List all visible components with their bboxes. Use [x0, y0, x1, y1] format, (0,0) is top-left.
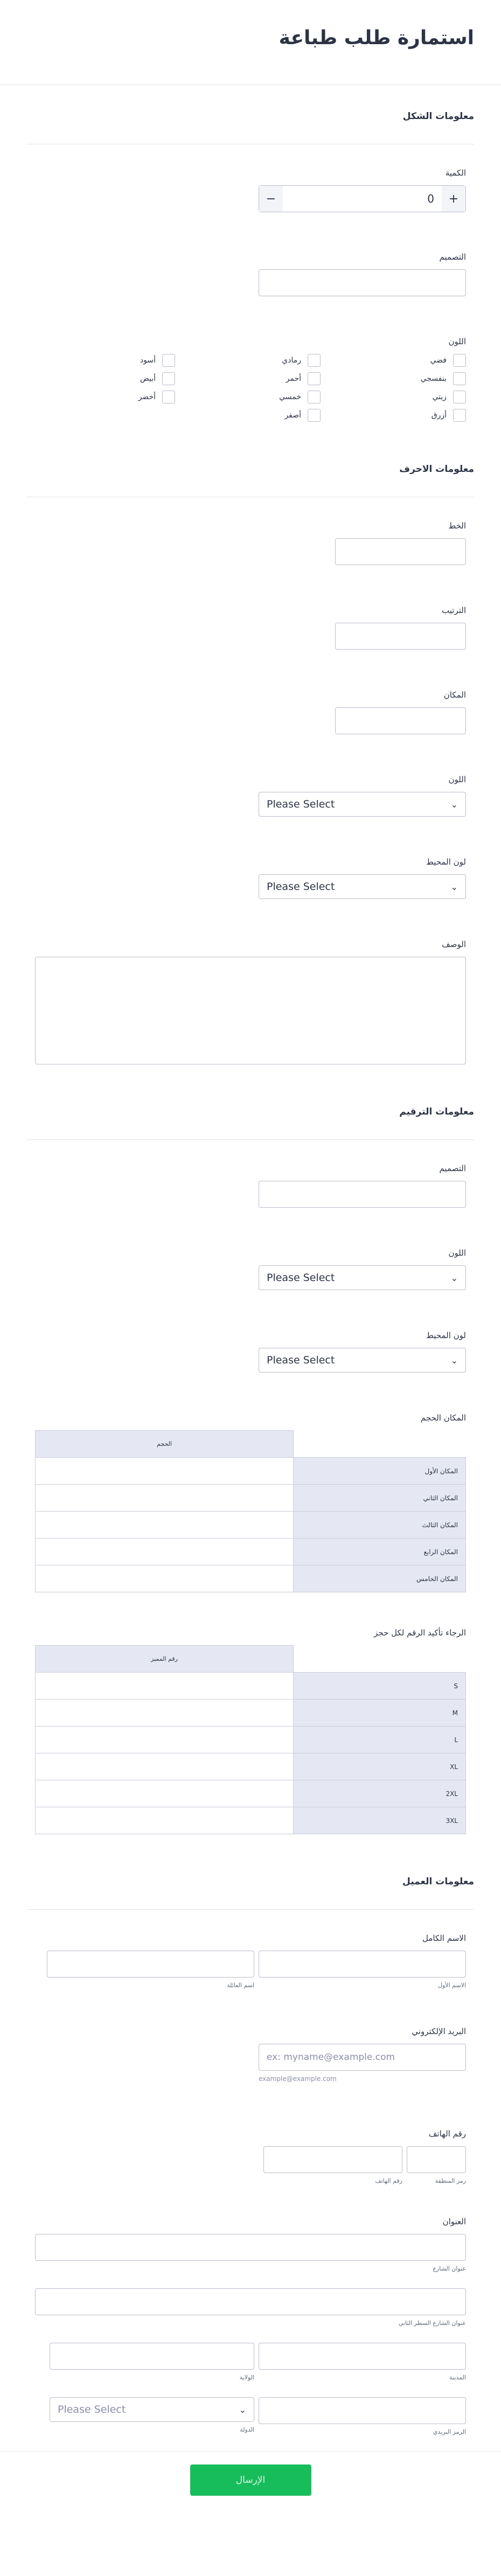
- quantity-label: الكمية: [445, 168, 466, 178]
- row-header: المكان الرابع: [294, 1538, 466, 1565]
- color-label: اللون: [448, 337, 466, 346]
- letters-outline-field: [0, 857, 501, 899]
- email-input[interactable]: [259, 2044, 466, 2071]
- select-value: Please Select: [267, 1354, 335, 1366]
- chevron-down-icon: ⌄: [450, 799, 458, 810]
- design-input[interactable]: [259, 269, 466, 296]
- decrement-button[interactable]: −: [259, 186, 283, 212]
- confirm-table-label: الرجاء تأكيد الرقم لكل حجز: [374, 1628, 466, 1638]
- full-name-field: [0, 1933, 501, 1989]
- color-option[interactable]: بنفسجي: [321, 372, 466, 385]
- table-cell[interactable]: [36, 1700, 294, 1726]
- checkbox[interactable]: [162, 372, 175, 385]
- row-header: المكان الثاني: [294, 1485, 466, 1512]
- numbering-outline-field: [0, 1331, 501, 1373]
- font-label: الخط: [448, 521, 466, 531]
- row-header: L: [294, 1726, 466, 1753]
- checkbox[interactable]: [308, 409, 321, 422]
- chevron-down-icon: ⌄: [450, 1355, 458, 1366]
- increment-button[interactable]: +: [442, 186, 465, 212]
- table-corner: [294, 1646, 466, 1673]
- select-value: Please Select: [267, 798, 335, 810]
- size-table-label: المكان الحجم: [420, 1413, 466, 1423]
- form-title: استمارة طلب طباعة: [279, 27, 474, 49]
- row-header: 3XL: [294, 1807, 466, 1834]
- size-table-field: [0, 1413, 501, 1592]
- table-row: [36, 1780, 466, 1807]
- color-option[interactable]: فضي: [321, 354, 466, 367]
- country-select[interactable]: [50, 2397, 254, 2422]
- phone-field: [0, 2129, 501, 2184]
- description-field: [0, 939, 501, 1064]
- place-field: [0, 690, 501, 734]
- size-table: [35, 1430, 466, 1592]
- area-code-sublabel: رمز المنطقة: [435, 2177, 466, 2184]
- table-cell[interactable]: [36, 1458, 294, 1485]
- numbering-color-label: اللون: [448, 1248, 466, 1258]
- order-input[interactable]: [335, 623, 466, 650]
- numbering-design-field: [0, 1164, 501, 1208]
- section-title-shape: معلومات الشكل: [27, 85, 474, 144]
- select-value: Please Select: [58, 2404, 126, 2415]
- street-input[interactable]: [35, 2234, 466, 2261]
- table-row: [36, 1538, 466, 1565]
- color-option[interactable]: أزرق: [321, 409, 466, 422]
- state-input[interactable]: [50, 2343, 254, 2370]
- full-name-label: الاسم الكامل: [422, 1933, 466, 1943]
- color-options: [0, 354, 501, 422]
- form-header: [0, 0, 501, 85]
- email-field: [0, 2027, 501, 2083]
- order-label: الترتيب: [442, 605, 466, 615]
- confirm-table-field: [0, 1628, 501, 1834]
- letters-outline-label: لون المحيط: [426, 857, 466, 867]
- color-option[interactable]: خمسي: [175, 391, 321, 403]
- design-label: التصميم: [439, 252, 466, 262]
- table-cell[interactable]: [36, 1807, 294, 1834]
- description-label: الوصف: [442, 939, 466, 949]
- table-row: [36, 1753, 466, 1780]
- table-cell[interactable]: [36, 1538, 294, 1565]
- numbering-design-input[interactable]: [259, 1181, 466, 1208]
- checkbox[interactable]: [453, 391, 466, 403]
- submit-button[interactable]: الإرسال: [190, 2464, 311, 2496]
- checkbox[interactable]: [162, 354, 175, 367]
- email-placeholder: ex: myname@example.com: [267, 2052, 395, 2063]
- phone-number-input[interactable]: [263, 2146, 402, 2173]
- street-sublabel: عنوان الشارع: [433, 2265, 466, 2272]
- street2-input[interactable]: [35, 2288, 466, 2315]
- table-cell[interactable]: [36, 1565, 294, 1592]
- confirm-table: [35, 1645, 466, 1834]
- checkbox[interactable]: [308, 372, 321, 385]
- checkbox[interactable]: [453, 372, 466, 385]
- description-textarea[interactable]: [35, 957, 466, 1064]
- table-row: [36, 1512, 466, 1538]
- color-option[interactable]: أحمر: [175, 372, 321, 385]
- checkbox[interactable]: [162, 391, 175, 403]
- table-row: [36, 1726, 466, 1753]
- color-option[interactable]: أصفر: [175, 409, 321, 422]
- table-row: [36, 1485, 466, 1512]
- city-state-row: [35, 2343, 466, 2381]
- row-header: المكان الأول: [294, 1458, 466, 1485]
- first-name-sublabel: الاسم الأول: [438, 1982, 466, 1989]
- row-header: M: [294, 1700, 466, 1726]
- table-cell[interactable]: [36, 1726, 294, 1753]
- place-label: المكان: [443, 690, 466, 700]
- last-name-input[interactable]: [47, 1951, 254, 1978]
- place-input[interactable]: [335, 707, 466, 734]
- area-code-input[interactable]: [407, 2146, 466, 2173]
- name-row: [35, 1951, 466, 1989]
- email-hint: example@example.com: [259, 2075, 337, 2083]
- table-row: [36, 1673, 466, 1700]
- table-cell[interactable]: [36, 1753, 294, 1780]
- table-row: [36, 1807, 466, 1834]
- font-field: [0, 521, 501, 565]
- phone-label: رقم الهاتف: [428, 2129, 466, 2139]
- color-option[interactable]: رمادي: [175, 354, 321, 367]
- table-column-header: الحجم: [36, 1431, 294, 1458]
- row-header: المكان الخامس: [294, 1565, 466, 1592]
- letters-color-select[interactable]: [259, 792, 466, 817]
- submit-area: [0, 2452, 501, 2508]
- table-cell[interactable]: [36, 1512, 294, 1538]
- email-label: البريد الإلكتروني: [412, 2027, 466, 2036]
- letters-color-field: [0, 775, 501, 817]
- numbering-design-label: التصميم: [439, 1164, 466, 1173]
- row-header: 2XL: [294, 1780, 466, 1807]
- chevron-down-icon: ⌄: [450, 1272, 458, 1283]
- letters-outline-select[interactable]: [259, 874, 466, 899]
- color-option[interactable]: أسود: [30, 354, 175, 367]
- table-cell[interactable]: [36, 1673, 294, 1700]
- table-cell[interactable]: [36, 1485, 294, 1512]
- row-header: S: [294, 1673, 466, 1700]
- row-header: المكان الثالث: [294, 1512, 466, 1538]
- color-field: [0, 337, 501, 346]
- city-input[interactable]: [259, 2343, 466, 2370]
- chevron-down-icon: ⌄: [450, 881, 458, 892]
- order-field: [0, 605, 501, 650]
- phone-number-sublabel: رقم الهاتف: [375, 2177, 402, 2184]
- numbering-outline-label: لون المحيط: [426, 1331, 466, 1340]
- zip-input[interactable]: [259, 2397, 466, 2424]
- table-row: [36, 1565, 466, 1592]
- table-row: [36, 1700, 466, 1726]
- numbering-color-field: [0, 1248, 501, 1290]
- table-cell[interactable]: [36, 1780, 294, 1807]
- color-option[interactable]: زيتي: [321, 391, 466, 403]
- numbering-outline-select[interactable]: [259, 1348, 466, 1373]
- table-column-header: رقم المميز: [36, 1646, 294, 1673]
- address-field: [0, 2217, 501, 2435]
- street2-sublabel: عنوان الشارع السطر الثاني: [398, 2320, 466, 2327]
- select-value: Please Select: [267, 881, 335, 893]
- section-title-customer: معلومات العميل: [27, 1850, 474, 1910]
- quantity-field: [0, 168, 501, 212]
- font-input[interactable]: [335, 538, 466, 565]
- chevron-down-icon: ⌄: [239, 2404, 246, 2415]
- select-value: Please Select: [267, 1272, 335, 1284]
- section-title-letters: معلومات الاحرف: [27, 438, 474, 497]
- table-row: [36, 1458, 466, 1485]
- section-title-numbering: معلومات الترقيم: [27, 1081, 474, 1140]
- state-sublabel: الولاية: [239, 2374, 254, 2381]
- first-name-input[interactable]: [259, 1951, 466, 1978]
- design-field: [0, 252, 501, 296]
- quantity-stepper[interactable]: [259, 185, 466, 212]
- city-sublabel: المدينة: [449, 2374, 466, 2381]
- last-name-sublabel: اسم العائلة: [227, 1982, 254, 1989]
- country-sublabel: الدولة: [240, 2426, 254, 2433]
- phone-row: [35, 2146, 466, 2184]
- color-option[interactable]: أخضر: [30, 391, 175, 403]
- quantity-value[interactable]: 0: [427, 192, 434, 205]
- checkbox[interactable]: [453, 354, 466, 367]
- numbering-color-select[interactable]: [259, 1265, 466, 1290]
- checkbox[interactable]: [308, 354, 321, 367]
- row-header: XL: [294, 1753, 466, 1780]
- table-corner: [294, 1431, 466, 1458]
- zip-sublabel: الرمز البريدي: [433, 2428, 466, 2435]
- checkbox[interactable]: [308, 391, 321, 403]
- color-option[interactable]: أبيض: [30, 372, 175, 385]
- address-label: العنوان: [442, 2217, 466, 2226]
- letters-color-label: اللون: [448, 775, 466, 784]
- zip-country-row: [35, 2397, 466, 2435]
- checkbox[interactable]: [453, 409, 466, 422]
